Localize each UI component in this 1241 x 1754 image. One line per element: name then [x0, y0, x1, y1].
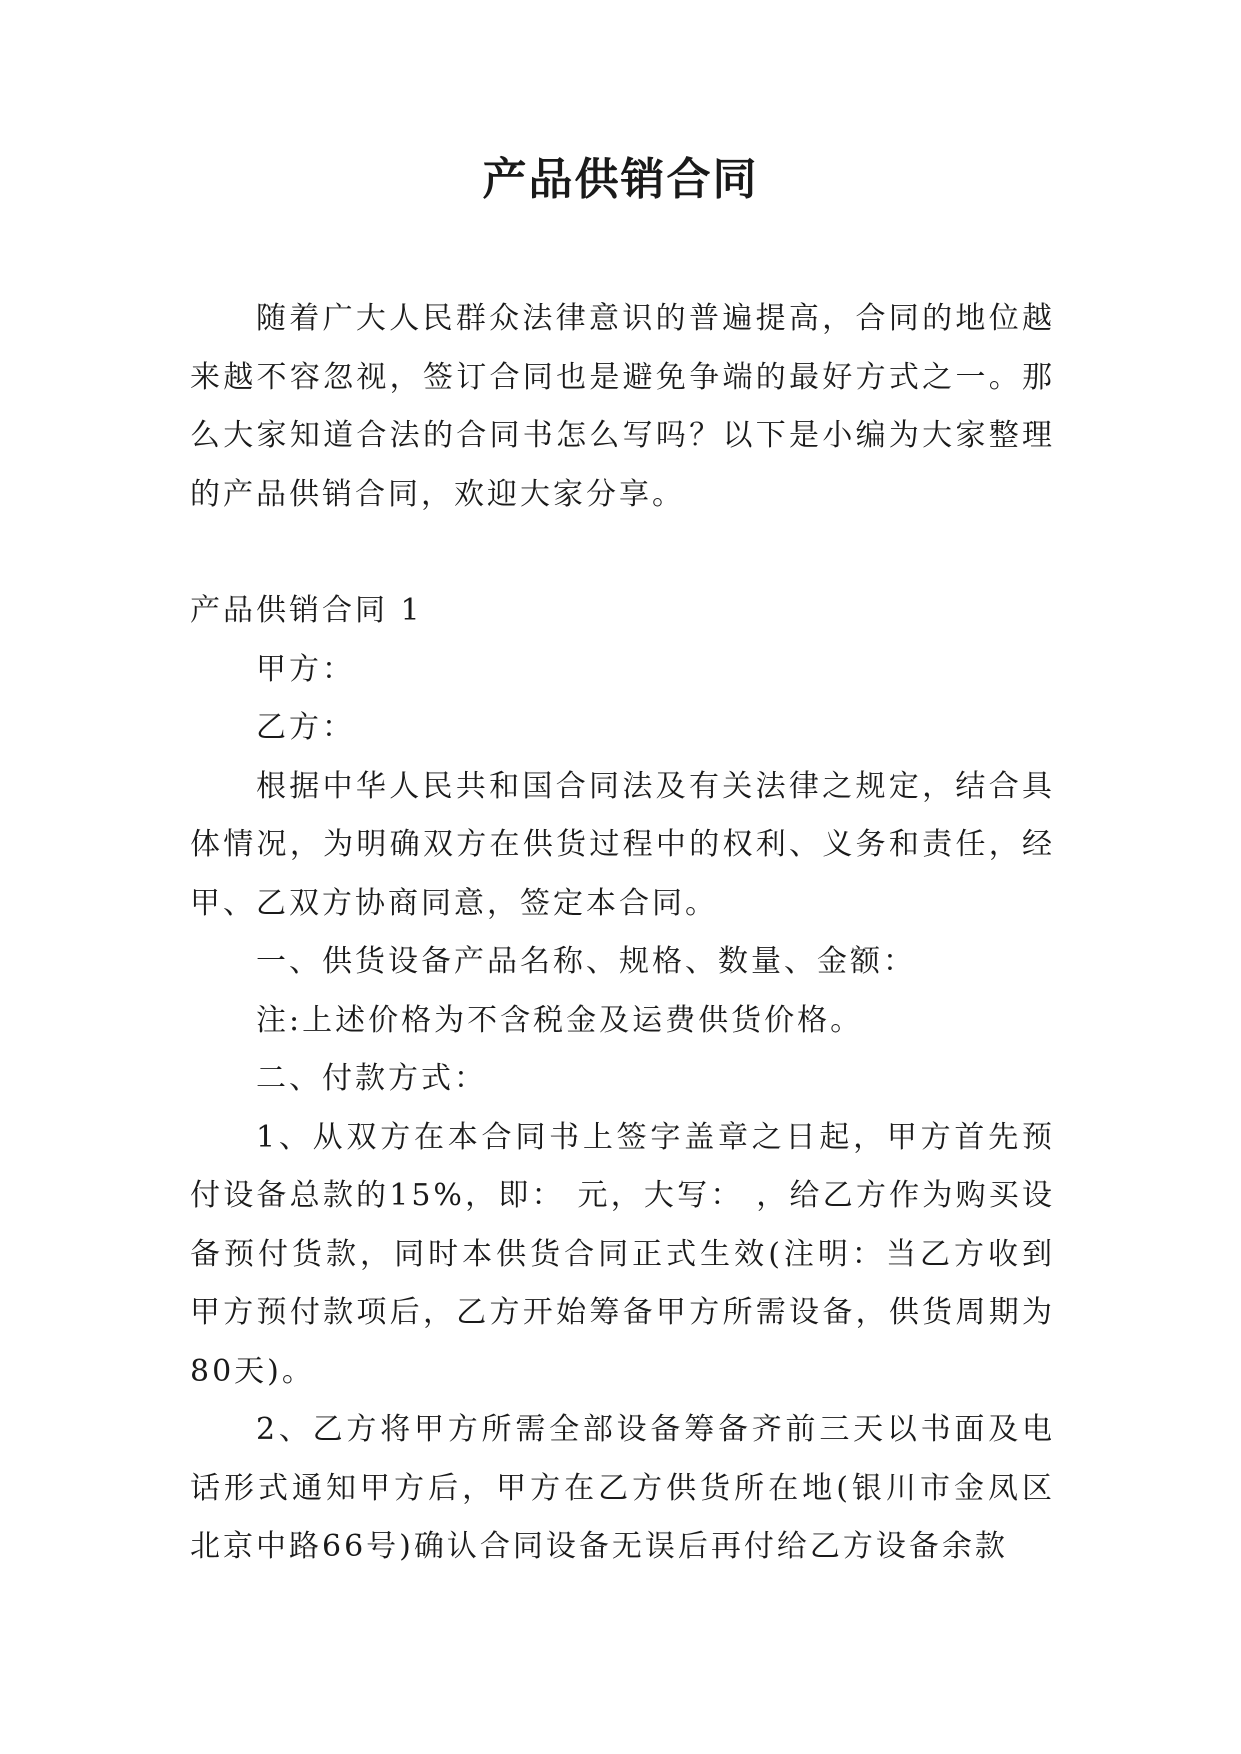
party-b-line: 乙方：	[256, 710, 355, 745]
basis-paragraph: 根据中华人民共和国合同法及有关法律之规定，结合具体情况，为明确双方在供货过程中的权利、义务和责任，经甲、乙双方协商同意，签定本合同。	[190, 768, 1055, 921]
clause-2-item-2: 2、乙方将甲方所需全部设备筹备齐前三天以书面及电话形式通知甲方后，甲方在乙方供货所在地(银川市金凤区北京中路66号)确认合同设备无误后再付给乙方设备余款	[190, 1412, 1055, 1564]
section-heading: 产品供销合同 1	[190, 593, 423, 628]
party-a-line: 甲方：	[256, 651, 355, 687]
clause-1-title: 一、供货设备产品名称、规格、数量、金额：	[256, 944, 916, 979]
document-body	[190, 290, 1055, 1577]
clause-2-title: 二、付款方式：	[256, 1061, 487, 1096]
document-title: 产品供销合同	[482, 154, 759, 205]
clause-1-note: 注:上述价格为不含税金及运费供货价格。	[256, 1002, 864, 1038]
intro-paragraph: 随着广大人民群众法律意识的普遍提高，合同的地位越来越不容忽视，签订合同也是避免争端的最好方式之一。那么大家知道合法的合同书怎么写吗？以下是小编为大家整理的产品供销合同，欢迎大家分享。	[190, 301, 1055, 512]
clause-2-item-1: 1、从双方在本合同书上签字盖章之日起，甲方首先预付设备总款的15%，即： 元，大写： ，给乙方作为购买设备预付货款，同时本供货合同正式生效(注明：当乙方收到甲方预付款项后，乙方开始筹备甲方所需设备，供货周期为80天)。	[190, 1119, 1055, 1389]
